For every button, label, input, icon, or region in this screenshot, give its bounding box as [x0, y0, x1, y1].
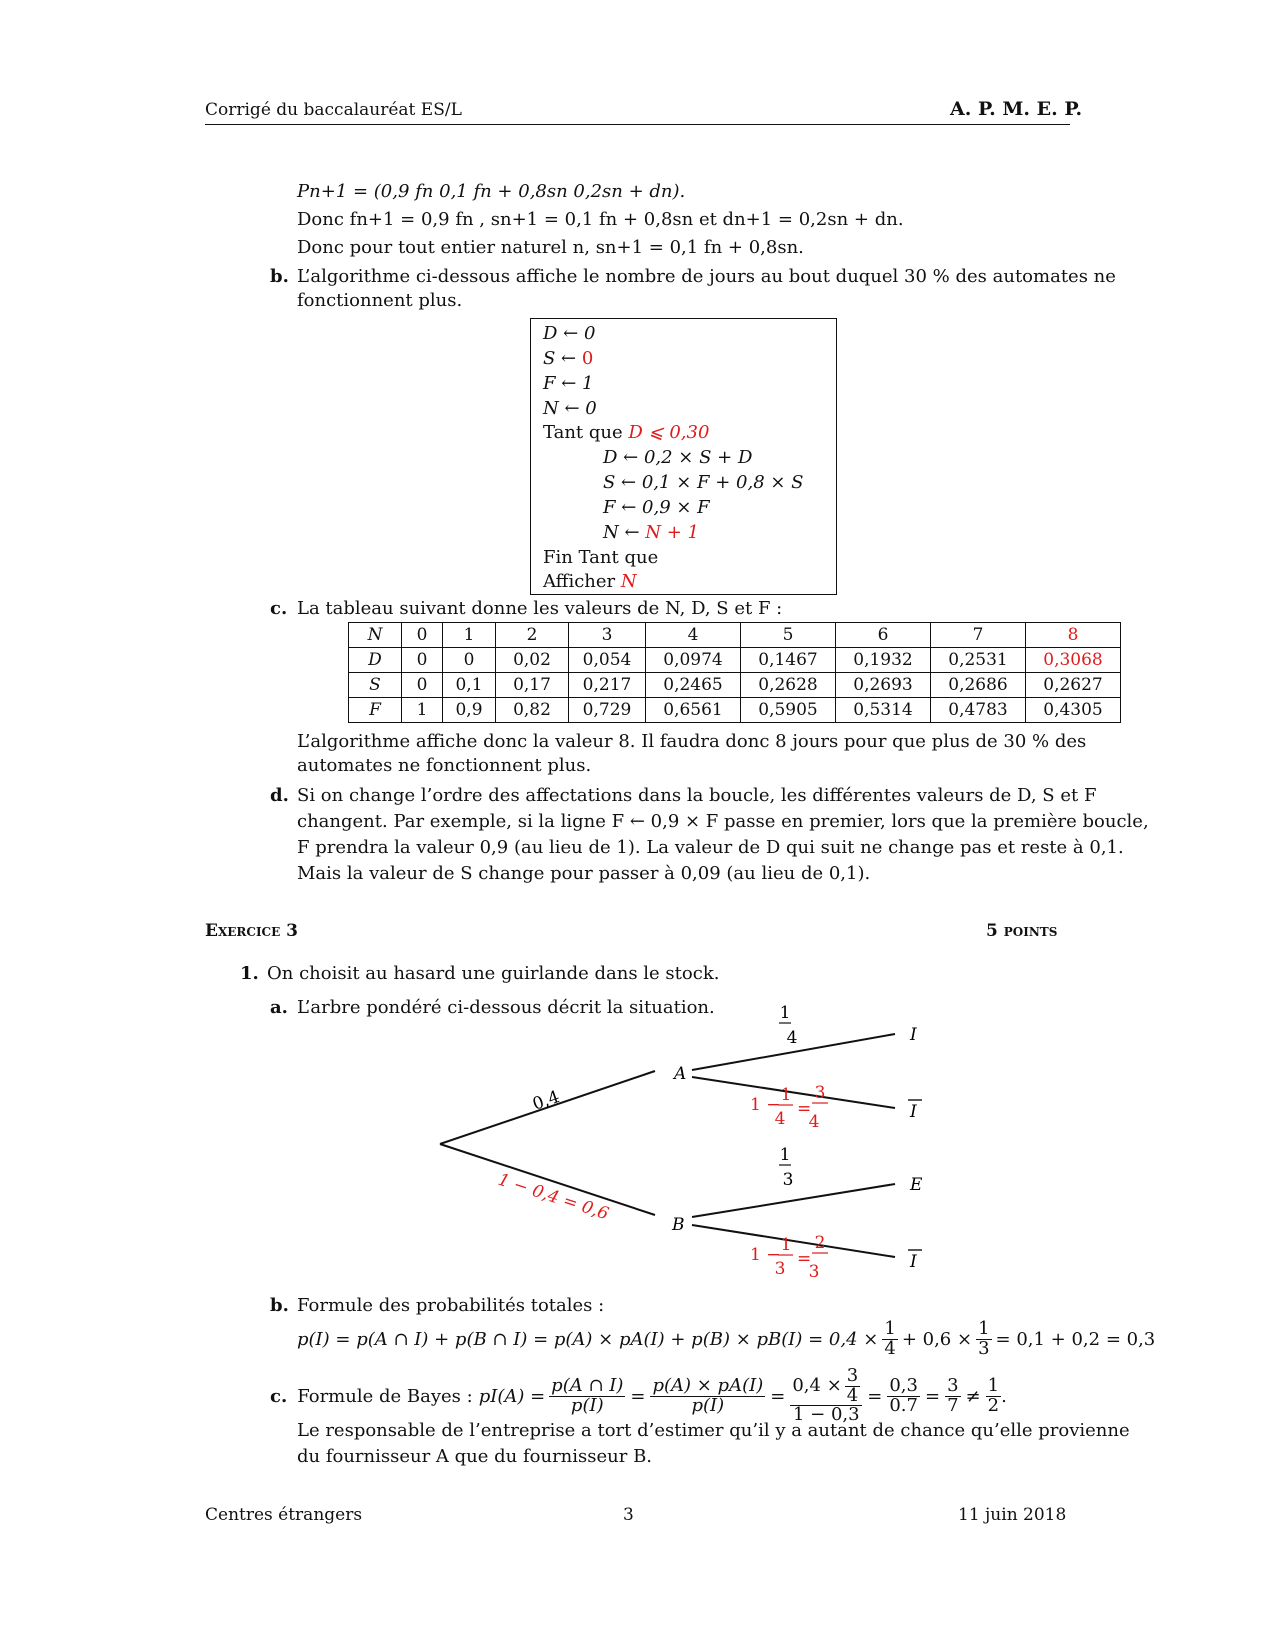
w-BIbar-eq: = [797, 1249, 812, 1269]
qc-frac-3-num [790, 1364, 862, 1407]
w-BIbar-rnum: 2 [814, 1233, 826, 1253]
table-cell: 0,17 [496, 673, 569, 698]
algo-line-11-a: Afficher [543, 571, 621, 592]
qc-end: . [1001, 1385, 1007, 1407]
table-cell: 2 [496, 623, 569, 648]
w-AI-num: 1 [779, 1003, 791, 1023]
qc-conclusion-1: Le responsable de l’entreprise a tort d’estimer qu’il y a autant de chance qu’elle provienne [297, 1420, 1130, 1441]
table-row-header: N [349, 623, 402, 648]
part-d-line-3: F prendra la valeur 0,9 (au lieu de 1). La valeur de D qui suit ne change pas et reste à 0,1. [297, 837, 1124, 858]
algo-line-3: F ← 1 [543, 373, 594, 394]
footer-right: 11 juin 2018 [958, 1505, 1067, 1525]
qc-frac-4 [887, 1374, 920, 1416]
table-cell: 1 [402, 698, 443, 723]
w-AIbar-den: 4 [774, 1109, 786, 1129]
q1-text: On choisit au hasard une guirlande dans le stock. [267, 963, 720, 984]
equation-line-3: Donc pour tout entier naturel n, sn+1 = 0,1 fn + 0,8sn. [297, 237, 804, 258]
qc-frac-1-num: p(A ∩ I) [551, 1374, 624, 1396]
table-cell: 6 [836, 623, 931, 648]
qc-frac-3 [790, 1364, 862, 1426]
part-b-label: b. [270, 266, 289, 287]
w-AIbar-num: 1 [780, 1085, 792, 1105]
algo-line-5-b: D ⩽ 0,30 [628, 422, 710, 443]
qb-frac-2-num: 1 [978, 1317, 990, 1339]
algo-line-5-a: Tant que [543, 422, 629, 443]
qc-frac-5 [945, 1374, 960, 1416]
qc-frac-6-den: 2 [987, 1394, 1000, 1416]
table-cell: 0,02 [496, 648, 569, 673]
qc-frac-3-inner-den: 4 [846, 1384, 859, 1406]
qc-frac-4-num: 0,3 [889, 1374, 918, 1396]
w-BIbar-den: 3 [774, 1259, 786, 1279]
weight-B: 1 − 0,4 = 0,6 [495, 1169, 612, 1225]
qc-frac-2-den: p(I) [691, 1394, 725, 1416]
algo-line-10: Fin Tant que [543, 547, 659, 568]
w-AIbar-eq: = [797, 1099, 812, 1119]
table-cell: 0 [443, 648, 496, 673]
table-cell: 0,5314 [836, 698, 931, 723]
w-BE-num: 1 [779, 1145, 791, 1165]
qb-formula-a: p(I) = p(A ∩ I) + p(B ∩ I) = p(A) × pA(I) + p(B) × pB(I) = 0,4 × [297, 1328, 879, 1350]
table-cell: 0,82 [496, 698, 569, 723]
qc-frac-3-den: 1 − 0,3 [792, 1404, 860, 1426]
qc-frac-5-den: 7 [947, 1394, 959, 1416]
algo-line-2-b: 0 [581, 348, 594, 369]
qc-frac-6-num: 1 [987, 1374, 1000, 1396]
algo-line-6: D ← 0,2 × S + D [603, 447, 753, 468]
qc-eq-1: = [630, 1385, 646, 1407]
exercise-title: Exercice 3 [205, 921, 298, 941]
table-cell: 0 [402, 673, 443, 698]
table-cell: 0,9 [443, 698, 496, 723]
part-d-line-1: Si on change l’ordre des affectations dans la boucle, les différentes valeurs de D, S et F [297, 785, 1097, 806]
branch-B-Ibar [692, 1225, 895, 1257]
table-row-header: D [349, 648, 402, 673]
w-AIbar-pre: 1 − [750, 1095, 781, 1115]
part-d-label: d. [270, 785, 289, 806]
qc-eq-2: = [770, 1385, 786, 1407]
table-row-header: S [349, 673, 402, 698]
w-BIbar-num: 1 [780, 1235, 792, 1255]
table-cell: 0 [402, 648, 443, 673]
qc-frac-4-den: 0.7 [889, 1394, 918, 1416]
qa-label: a. [270, 997, 288, 1018]
algo-line-9-b: N + 1 [645, 522, 700, 543]
qc-frac-2-num: p(A) × pA(I) [652, 1374, 764, 1396]
qc-text: Formule de Bayes : [297, 1385, 473, 1407]
w-AIbar-rden: 4 [808, 1112, 820, 1132]
w-AI-den: 4 [786, 1028, 798, 1048]
table-cell: 0,1932 [836, 648, 931, 673]
part-c-text: La tableau suivant donne les valeurs de N, D, S et F : [297, 598, 783, 619]
part-c-after-2: automates ne fonctionnent plus. [297, 755, 592, 776]
part-d-line-4: Mais la valeur de S change pour passer à 0,09 (au lieu de 0,1). [297, 863, 871, 884]
table-cell: 3 [569, 623, 646, 648]
footer-page-number: 3 [623, 1505, 634, 1525]
table-row-header: F [349, 698, 402, 723]
qb-formula-b: + 0,6 × [901, 1328, 973, 1350]
part-c-label: c. [270, 598, 288, 619]
table-cell: 0,217 [569, 673, 646, 698]
table-cell: 4 [646, 623, 741, 648]
qb-frac-1-num: 1 [884, 1317, 896, 1339]
w-BIbar-rden: 3 [808, 1262, 820, 1282]
leaf-Ibar-1: I [910, 1102, 917, 1122]
leaf-E: E [910, 1175, 923, 1195]
table-cell: 7 [931, 623, 1026, 648]
part-b-text-2: fonctionnent plus. [297, 290, 463, 311]
algo-line-2-a: S ← [543, 348, 582, 369]
table-cell: 0,5905 [741, 698, 836, 723]
qb-frac-2-den: 3 [978, 1337, 990, 1359]
w-BE-den: 3 [782, 1170, 794, 1190]
w-BIbar-pre: 1 − [750, 1245, 781, 1265]
table-cell: 5 [741, 623, 836, 648]
qb-text: Formule des probabilités totales : [297, 1295, 605, 1316]
table-cell: 0,0974 [646, 648, 741, 673]
algo-line-9-a: N ← [603, 522, 646, 543]
qc-frac-3-inner-num: 3 [846, 1364, 859, 1386]
qb-formula-c: = 0,1 + 0,2 = 0,3 [995, 1328, 1156, 1350]
table-cell: 0,054 [569, 648, 646, 673]
table-cell: 0,4305 [1026, 698, 1121, 723]
table-cell: 0,1467 [741, 648, 836, 673]
qc-lhs: pI(A) = [478, 1385, 546, 1407]
w-BIbar [750, 1233, 828, 1282]
table-cell: 1 [443, 623, 496, 648]
w-AIbar-rnum: 3 [814, 1083, 826, 1103]
table-cell: 0,2531 [931, 648, 1026, 673]
q1-label: 1. [240, 963, 259, 984]
part-c-after-1: L’algorithme affiche donc la valeur 8. Il faudra donc 8 jours pour que plus de 30 % des [297, 731, 1087, 752]
qc-conclusion-2: du fournisseur A que du fournisseur B. [297, 1446, 653, 1467]
branch-B-E [692, 1184, 895, 1217]
table-cell: 0,2686 [931, 673, 1026, 698]
qc-frac-5-num: 3 [947, 1374, 959, 1396]
equation-line-1: Pn+1 = (0,9 fn 0,1 fn + 0,8sn 0,2sn + dn). [297, 181, 686, 202]
node-A: A [674, 1064, 687, 1084]
table-cell: 0,2693 [836, 673, 931, 698]
part-b-text-1: L’algorithme ci-dessous affiche le nombre de jours au bout duquel 30 % des automates ne [297, 266, 1116, 287]
qc-label: c. [270, 1385, 288, 1407]
table-cell: 0,3068 [1026, 648, 1121, 673]
leaf-I: I [910, 1025, 917, 1045]
header-right: A. P. M. E. P. [950, 98, 1083, 120]
table-cell: 0,729 [569, 698, 646, 723]
table-cell: 0,1 [443, 673, 496, 698]
table-cell: 0,2465 [646, 673, 741, 698]
qb-frac-1-den: 4 [884, 1337, 896, 1359]
qc-frac-3-num-a: 0,4 × [792, 1374, 842, 1396]
exercise-points: 5 points [986, 921, 1058, 941]
table-cell: 0,6561 [646, 698, 741, 723]
leaf-Ibar-2: I [910, 1252, 917, 1272]
qc-frac-3-inner [845, 1364, 860, 1406]
part-d-line-2: changent. Par exemple, si la ligne F ← 0,9 × F passe en premier, lors que la première boucle, [297, 811, 1149, 832]
qc-neq: ≠ [965, 1385, 981, 1407]
qc-eq-4: = [924, 1385, 941, 1407]
node-B: B [672, 1215, 685, 1235]
qc-eq-3: = [867, 1385, 883, 1407]
algo-line-1: D ← 0 [543, 323, 596, 344]
header-left: Corrigé du baccalauréat ES/L [205, 100, 462, 120]
qc-frac-2 [650, 1374, 765, 1416]
qc-frac-1 [549, 1374, 625, 1416]
algo-line-8: F ← 0,9 × F [603, 497, 710, 518]
table-cell: 0 [402, 623, 443, 648]
table-cell: 0,4783 [931, 698, 1026, 723]
w-AIbar [750, 1083, 828, 1132]
algo-line-7: S ← 0,1 × F + 0,8 × S [603, 472, 804, 493]
table-cell: 0,2627 [1026, 673, 1121, 698]
qc-frac-6 [986, 1374, 1001, 1416]
table-cell: 0,2628 [741, 673, 836, 698]
weight-A: 0,4 [530, 1087, 563, 1115]
algo-line-11-b: N [620, 571, 637, 592]
qc-frac-1-den: p(I) [570, 1394, 604, 1416]
footer-left: Centres étrangers [205, 1505, 363, 1525]
equation-line-2: Donc fn+1 = 0,9 fn , sn+1 = 0,1 fn + 0,8sn et dn+1 = 0,2sn + dn. [297, 209, 904, 230]
qa-text: L’arbre pondéré ci-dessous décrit la situation. [297, 997, 715, 1018]
algo-line-4: N ← 0 [543, 398, 597, 419]
table-cell: 8 [1026, 623, 1121, 648]
branch-A-Ibar [692, 1077, 895, 1108]
qb-label: b. [270, 1295, 289, 1316]
